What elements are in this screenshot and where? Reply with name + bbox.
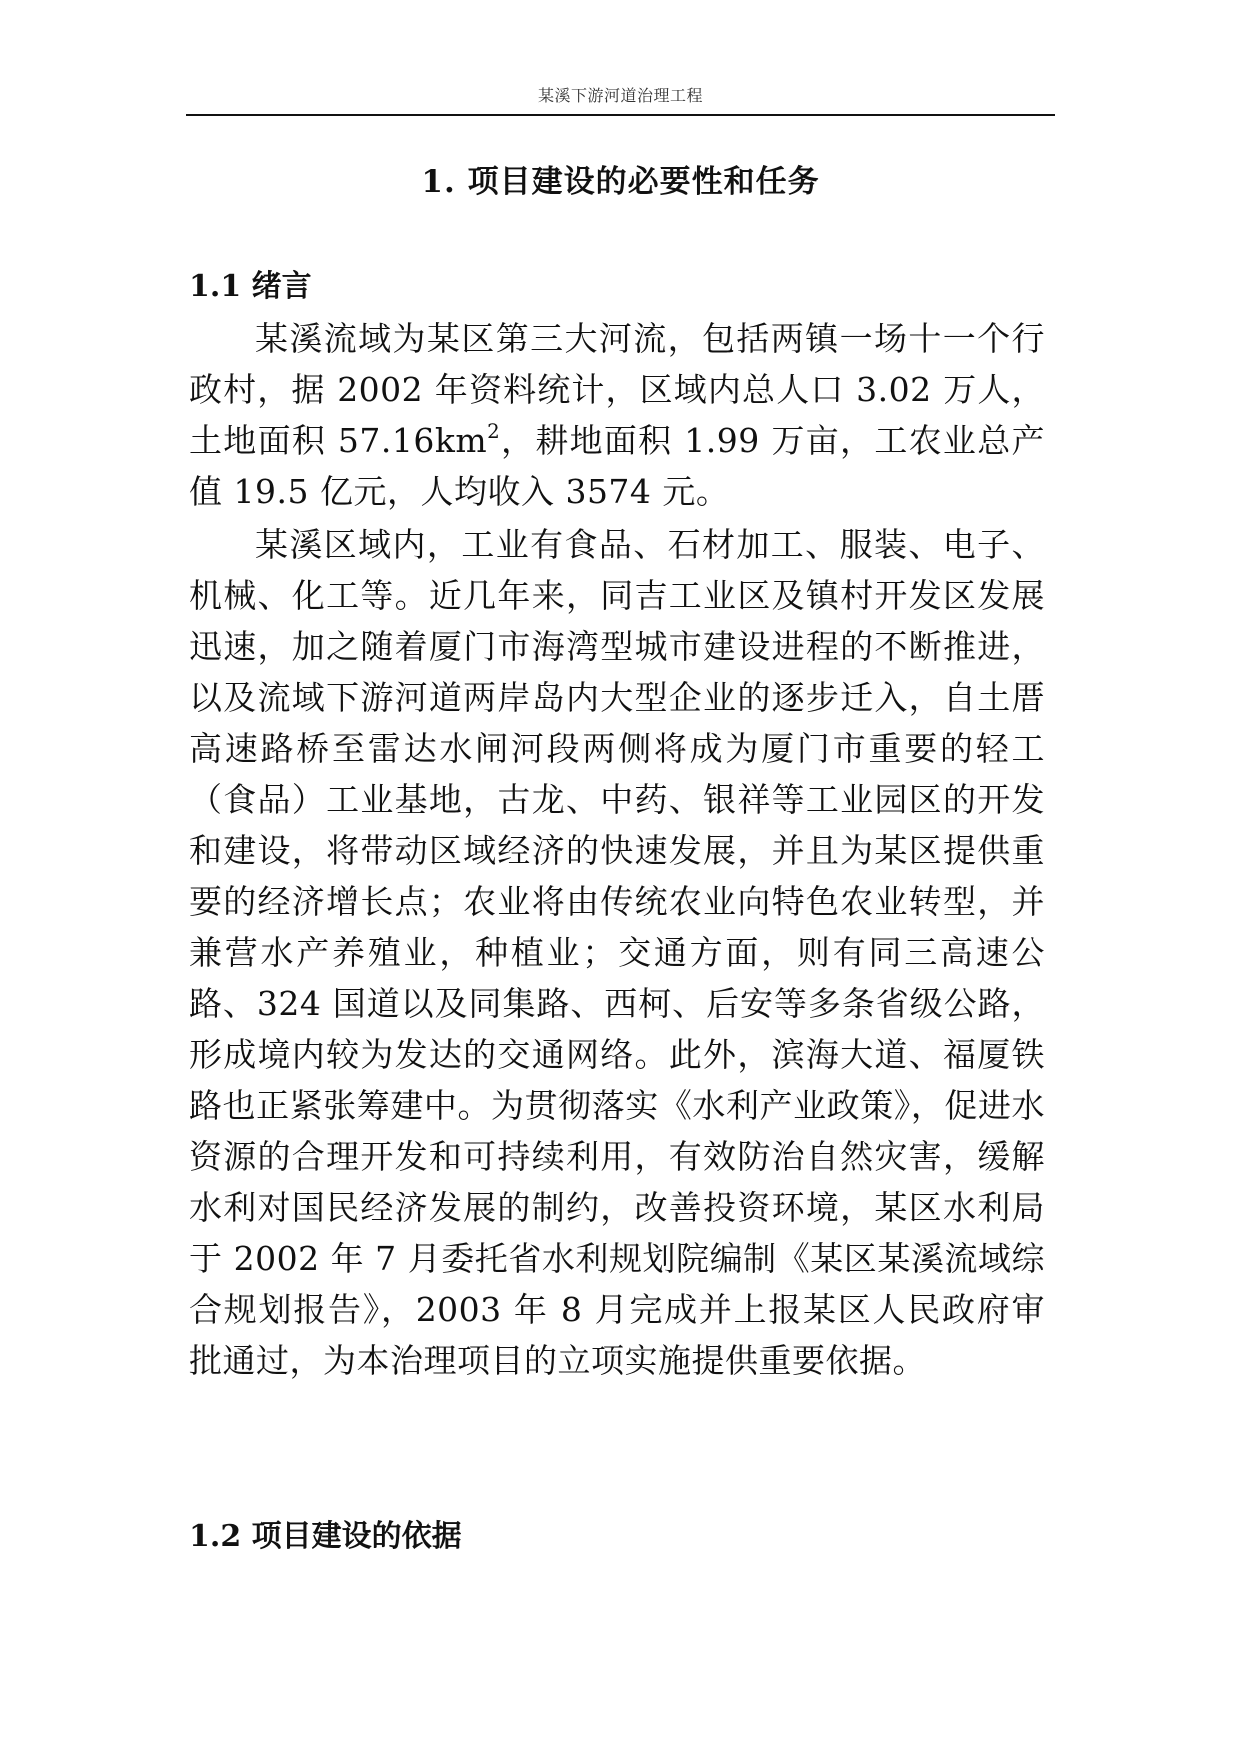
paragraph-introduction-1 <box>189 313 1045 517</box>
chapter-title: 1. 项目建设的必要性和任务 <box>421 164 820 200</box>
paragraph-introduction-2: 某溪区域内，工业有食品、石材加工、服装、电子、机械、化工等。近几年来，同吉工业区及镇村开发区发展迅速，加之随着厦门市海湾型城市建设进程的不断推进，以及流域下游河道两岸岛内大型企业的逐步迁入，自土厝高速路桥至雷达水闸河段两侧将成为厦门市重要的轻工（食品）工业基地，古龙、中药、银祥等工业园区的开发和建设，将带动区域经济的快速发展，并且为某区提供重要的经济增长点；农业将由传统农业向特色农业转型，并兼营水产养殖业，种植业；交通方面，则有同三高速公路、324 国道以及同集路、西柯、后安等多条省级公路，形成境内较为发达的交通网络。此外，滨海大道、福厦铁路也正紧张筹建中。为贯彻落实《水利产业政策》，促进水资源的合理开发和可持续利用，有效防治自然灾害，缓解水利对国民经济发展的制约，改善投资环境，某区水利局于 2002 年 7 月委托省水利规划院编制《某区某溪流域综合规划报告》，2003 年 8 月完成并上报某区人民政府审批通过，为本治理项目的立项实施提供重要依据。 <box>189 525 1045 1380</box>
paragraph-text: 某溪流域为某区第三大河流，包括两镇一场十一个行政村，据 2002 年资料统计，区域内总人口 3.02 万人，土地面积 57.16km <box>189 319 1045 460</box>
section-heading-1-2: 1.2 项目建设的依据 <box>189 1519 462 1554</box>
running-header: 某溪下游河道治理工程 <box>537 86 703 105</box>
paragraph-text: ，耕地面积 1.99 万亩，工农业总产值 19.5 亿元，人均收入 3574 元。 <box>189 421 1045 511</box>
header-rule <box>186 114 1055 116</box>
superscript-squared: 2 <box>487 420 501 444</box>
section-heading-1-1: 1.1 绪言 <box>189 269 312 304</box>
